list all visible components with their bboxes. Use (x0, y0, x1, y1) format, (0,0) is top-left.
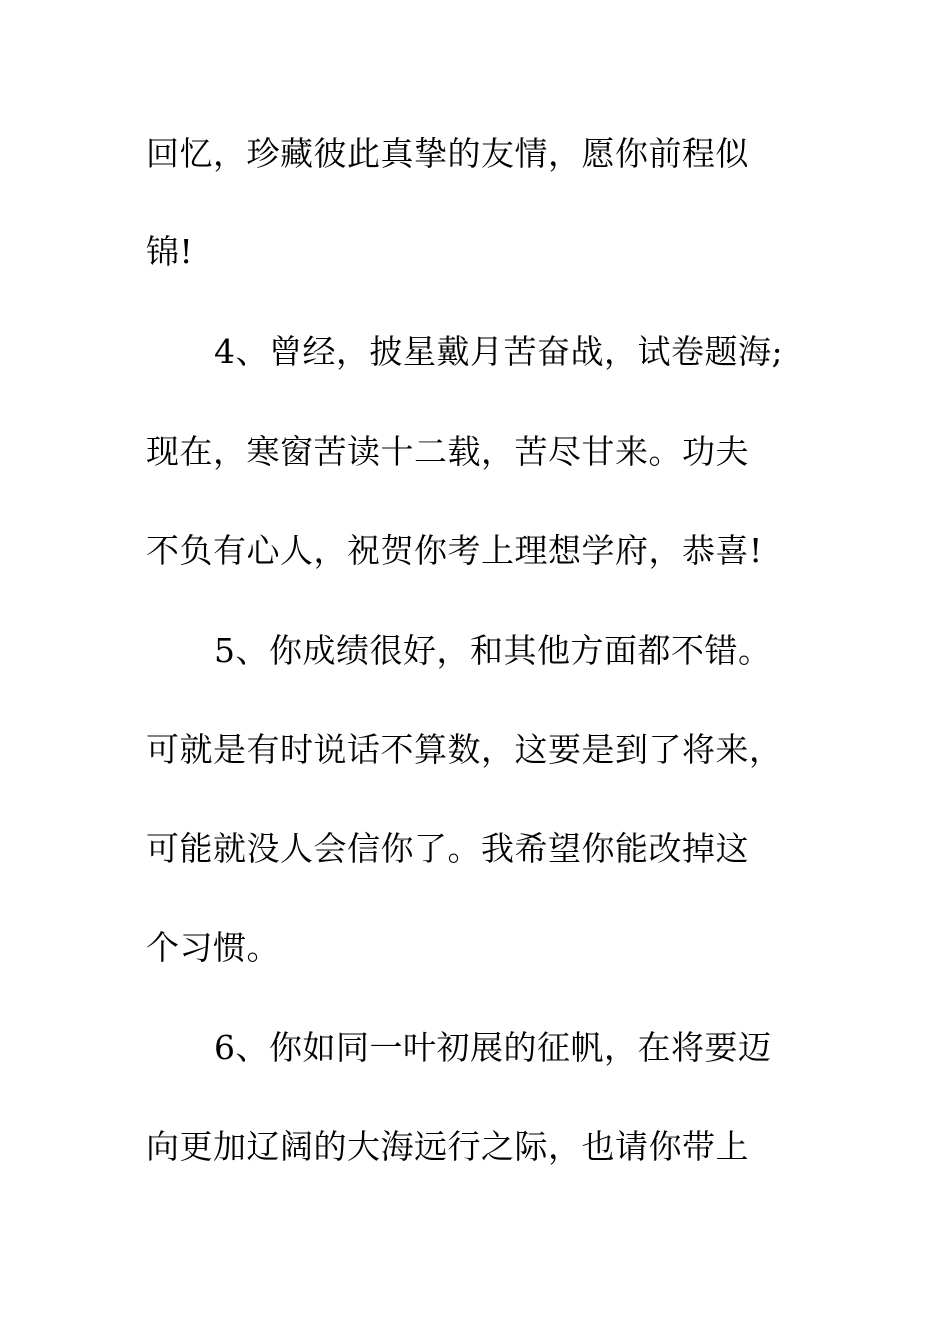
paragraph-5-line-2: 可就是有时说话不算数，这要是到了将来， (146, 730, 783, 769)
paragraph-5-line-1: 5、你成绩很好，和其他方面都不错。 (214, 631, 772, 670)
paragraph-4-line-3: 不负有心人，祝贺你考上理想学府，恭喜! (146, 531, 763, 570)
paragraph-6-line-1: 6、你如同一叶初展的征帆，在将要迈 (214, 1028, 772, 1067)
text-line-1: 回忆，珍藏彼此真挚的友情，愿你前程似 (146, 134, 749, 173)
paragraph-4-line-1: 4、曾经，披星戴月苦奋战，试卷题海; (214, 332, 784, 371)
paragraph-5-line-4: 个习惯。 (146, 928, 280, 967)
paragraph-4-line-2: 现在，寒窗苦读十二载，苦尽甘来。功夫 (146, 432, 749, 471)
paragraph-6-line-2: 向更加辽阔的大海远行之际，也请你带上 (146, 1127, 749, 1166)
text-line-2: 锦! (146, 232, 194, 271)
paragraph-5-line-3: 可能就没人会信你了。我希望你能改掉这 (146, 829, 749, 868)
